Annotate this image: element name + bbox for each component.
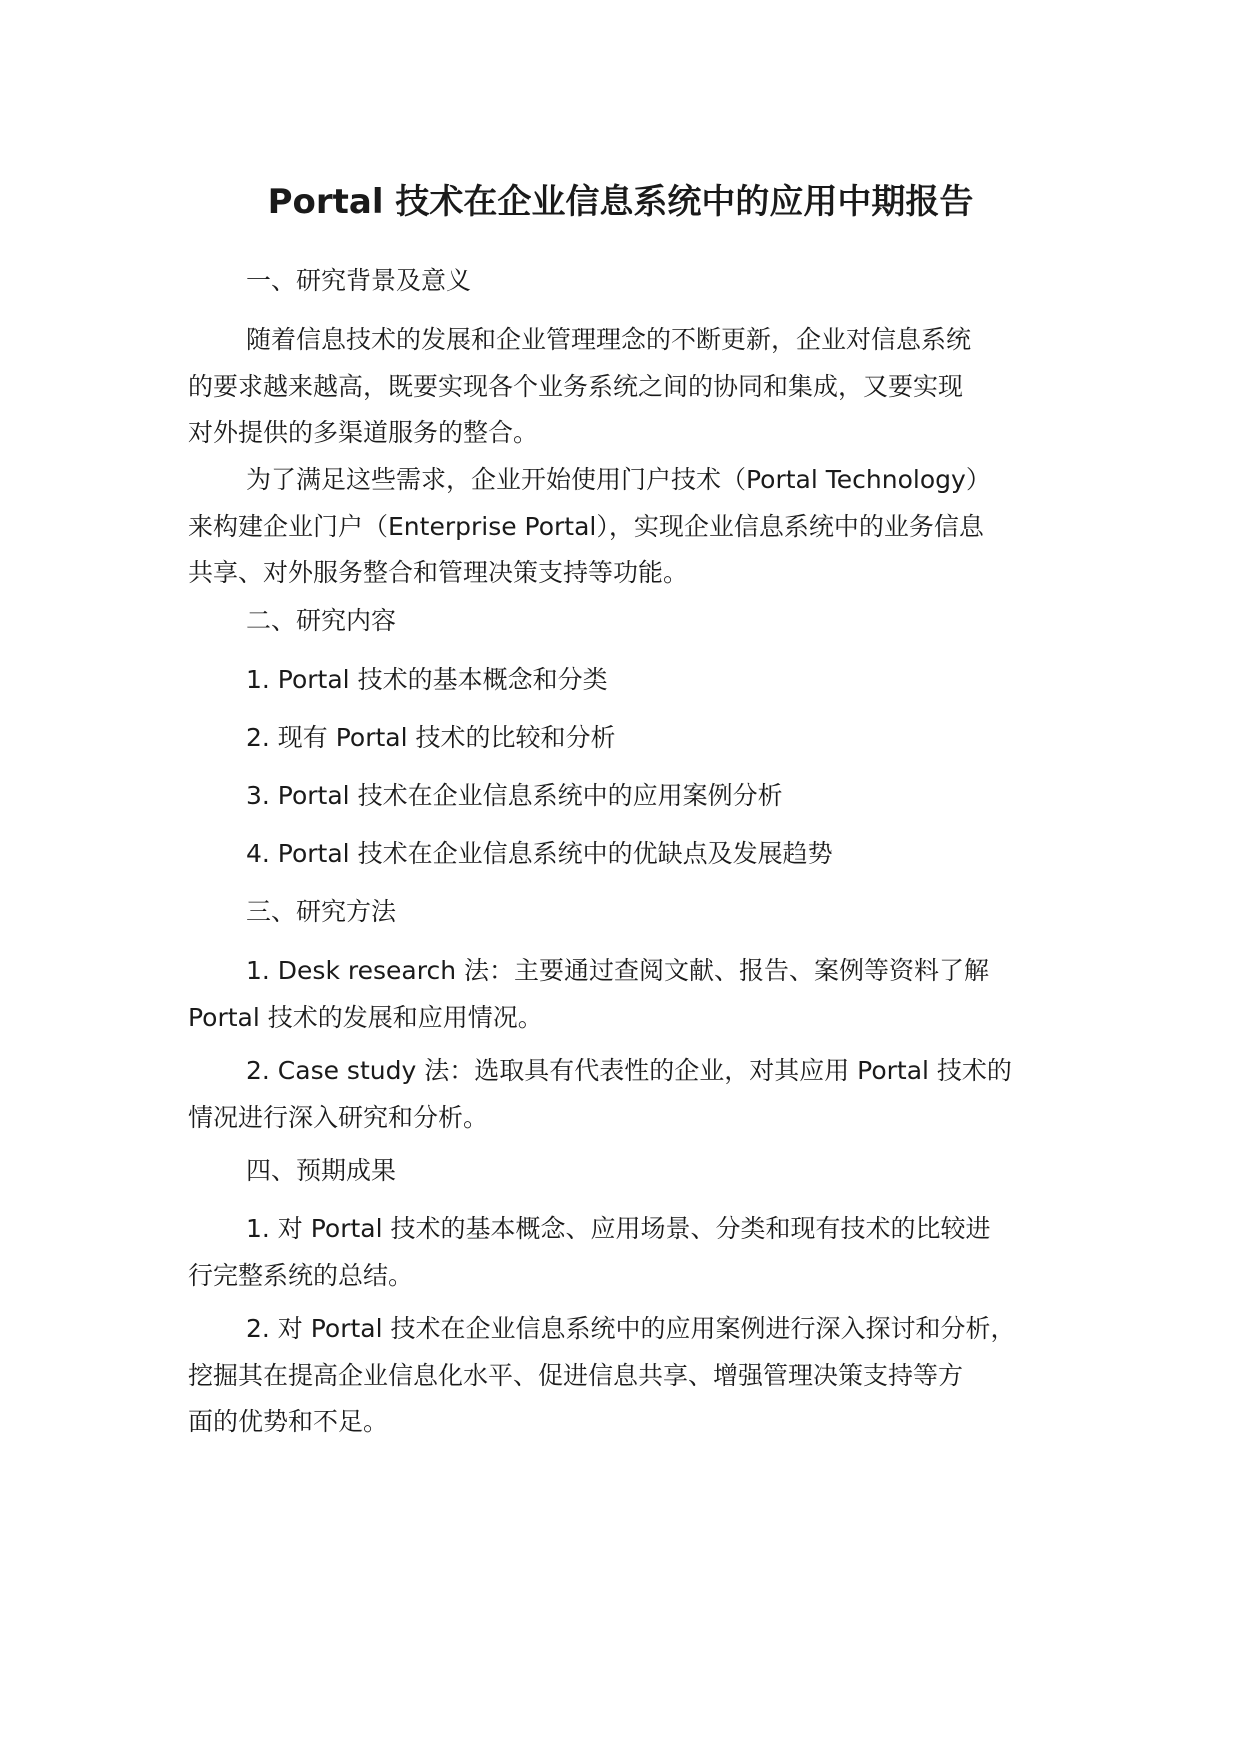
- heading-content: [188, 598, 1088, 645]
- document-title: Portal 技术在企业信息系统中的应用中期报告: [267, 182, 974, 222]
- content-item-3: [188, 773, 1088, 820]
- paragraph-line: 4. Portal 技术在企业信息系统中的优缺点及发展趋势: [246, 839, 833, 868]
- paragraph-line: Portal 技术的发展和应用情况。: [188, 1002, 543, 1032]
- paragraph-line: 2. Case study 法：选取具有代表性的企业，对其应用 Portal 技术的: [246, 1056, 1012, 1085]
- paragraph-line: 1. 对 Portal 技术的基本概念、应用场景、分类和现有技术的比较进: [246, 1214, 991, 1243]
- paragraph-line: 三、研究方法: [246, 897, 397, 926]
- paragraph-line: 对外提供的多渠道服务的整合。: [188, 418, 539, 447]
- paragraph-line: 2. 现有 Portal 技术的比较和分析: [246, 723, 616, 752]
- method-item-1: [188, 948, 1088, 1041]
- paragraph-requirements: [188, 457, 1088, 597]
- paragraph-line: 二、研究内容: [246, 606, 397, 635]
- content-item-2: [188, 715, 1088, 762]
- content-item-1: [188, 657, 1088, 704]
- heading-background: [188, 258, 1088, 305]
- paragraph-line: 挖掘其在提高企业信息化水平、促进信息共享、增强管理决策支持等方: [188, 1360, 964, 1390]
- method-item-2: [188, 1048, 1088, 1141]
- paragraph-line: 情况进行深入研究和分析。: [188, 1102, 489, 1132]
- paragraph-line: 来构建企业门户（Enterprise Portal），实现企业信息系统中的业务信息: [188, 511, 984, 541]
- content-item-4: [188, 831, 1088, 878]
- paragraph-line: 共享、对外服务整合和管理决策支持等功能。: [188, 558, 689, 587]
- paragraph-line: 面的优势和不足。: [188, 1407, 389, 1436]
- heading-methods: [188, 889, 1088, 936]
- paragraph-line: 一、研究背景及意义: [246, 266, 472, 295]
- heading-outcomes: [188, 1148, 1088, 1195]
- paragraph-line: 四、预期成果: [246, 1156, 397, 1185]
- paragraph-line: 为了满足这些需求，企业开始使用门户技术（Portal Technology）: [246, 465, 991, 494]
- paragraph-line: 随着信息技术的发展和企业管理理念的不断更新，企业对信息系统: [246, 325, 972, 354]
- paragraph-background: [188, 317, 1088, 457]
- paragraph-line: 1. Portal 技术的基本概念和分类: [246, 665, 608, 694]
- paragraph-line: 行完整系统的总结。: [188, 1260, 414, 1290]
- outcome-item-2: [188, 1306, 1088, 1446]
- paragraph-line: 1. Desk research 法：主要通过查阅文献、报告、案例等资料了解: [246, 956, 989, 985]
- outcome-item-1: [188, 1206, 1088, 1299]
- paragraph-line: 3. Portal 技术在企业信息系统中的应用案例分析: [246, 781, 783, 810]
- paragraph-line: 的要求越来越高，既要实现各个业务系统之间的协同和集成，又要实现: [188, 371, 964, 401]
- paragraph-line: 2. 对 Portal 技术在企业信息系统中的应用案例进行深入探讨和分析，: [246, 1314, 1016, 1343]
